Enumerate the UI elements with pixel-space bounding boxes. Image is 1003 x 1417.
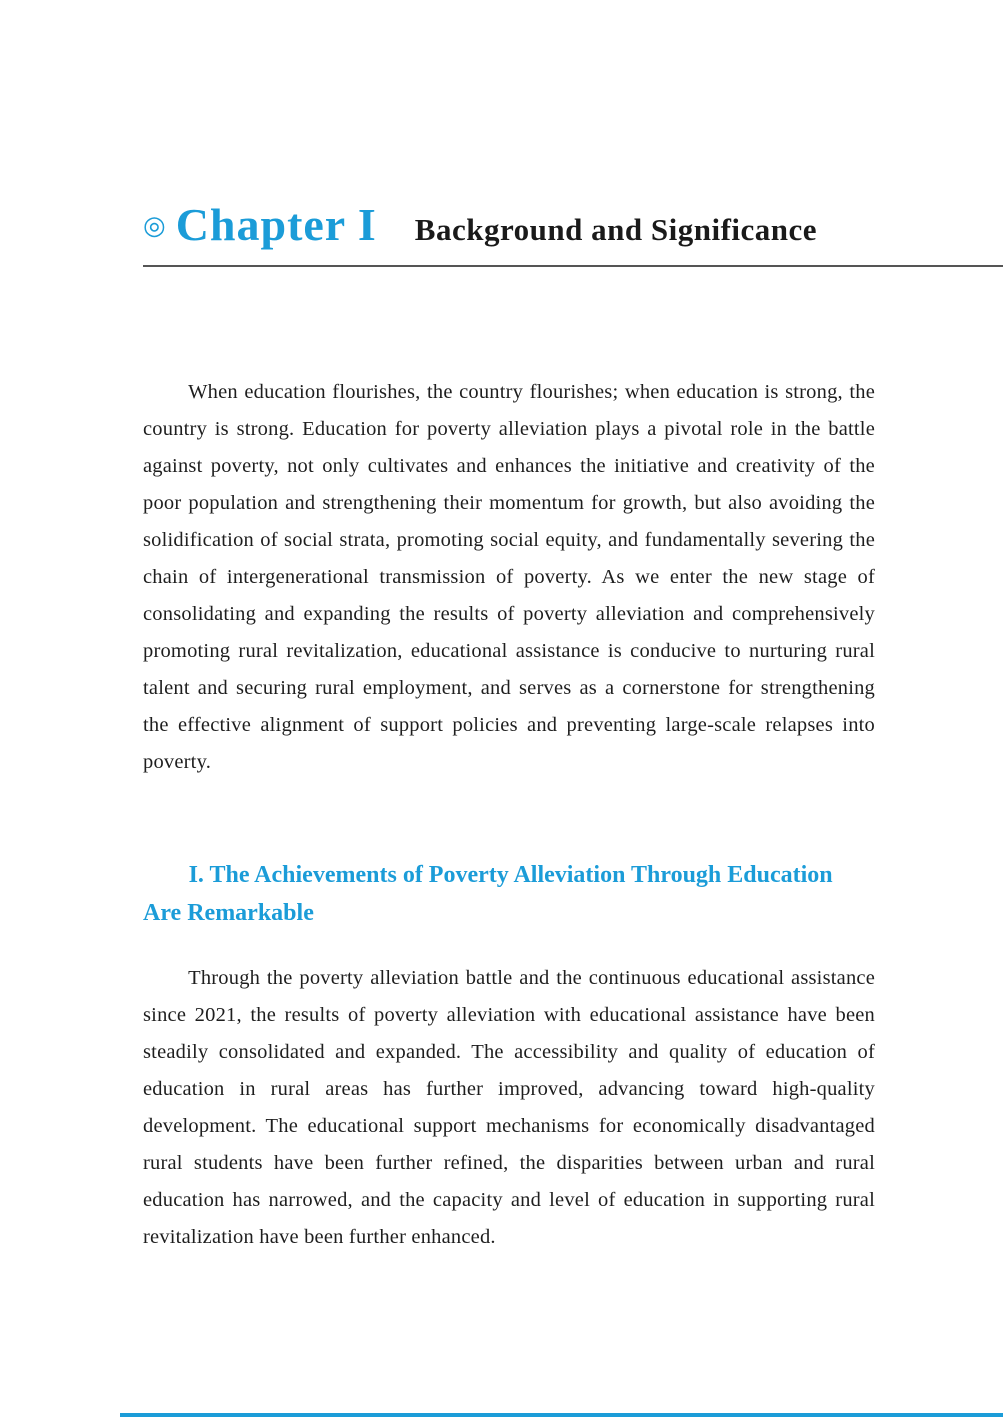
chapter-title: Chapter I — [175, 199, 377, 250]
intro-paragraph: When education flourishes, the country flourishes; when education is strong, the country is strong. Education for poverty alleviation plays a pivotal role in the battle against poverty, not only cultivates and enhances the initiative and creativity of the poor population and strengthening their momentum for growth, but also avoiding the solidification of social strata, promoting social equity, and fundamentally severing the chain of intergenerational transmission of poverty. As we enter the new stage of consolidating and expanding the results of poverty alleviation and comprehensively promoting rural revitalization, educational assistance is conducive to nurturing rural talent and securing rural employment, and serves as a cornerstone for strengthening the effective alignment of support policies and preventing large-scale relapses into poverty. — [143, 381, 875, 773]
chapter-subtitle: Background and Significance — [414, 212, 818, 247]
page-bottom-accent-line — [120, 1413, 1003, 1417]
chapter-bullet-icon: ◎ — [143, 211, 166, 240]
heading-divider — [143, 265, 1003, 267]
section-heading: I. The Achievements of Poverty Alleviation Through Education Are Remarkable — [143, 862, 833, 926]
chapter-header — [143, 198, 1003, 267]
section-paragraph: Through the poverty alleviation battle and the continuous educational assistance since 2021, the results of poverty alleviation with educational assistance have been steadily consolidated and expanded. The accessibility and quality of education of education in rural areas has further improved, advancing toward high-quality development. The educational support mechanisms for economically disadvantaged rural students have been further refined, the disparities between urban and rural education has narrowed, and the capacity and level of education in supporting rural revitalization have been further enhanced. — [143, 967, 875, 1248]
